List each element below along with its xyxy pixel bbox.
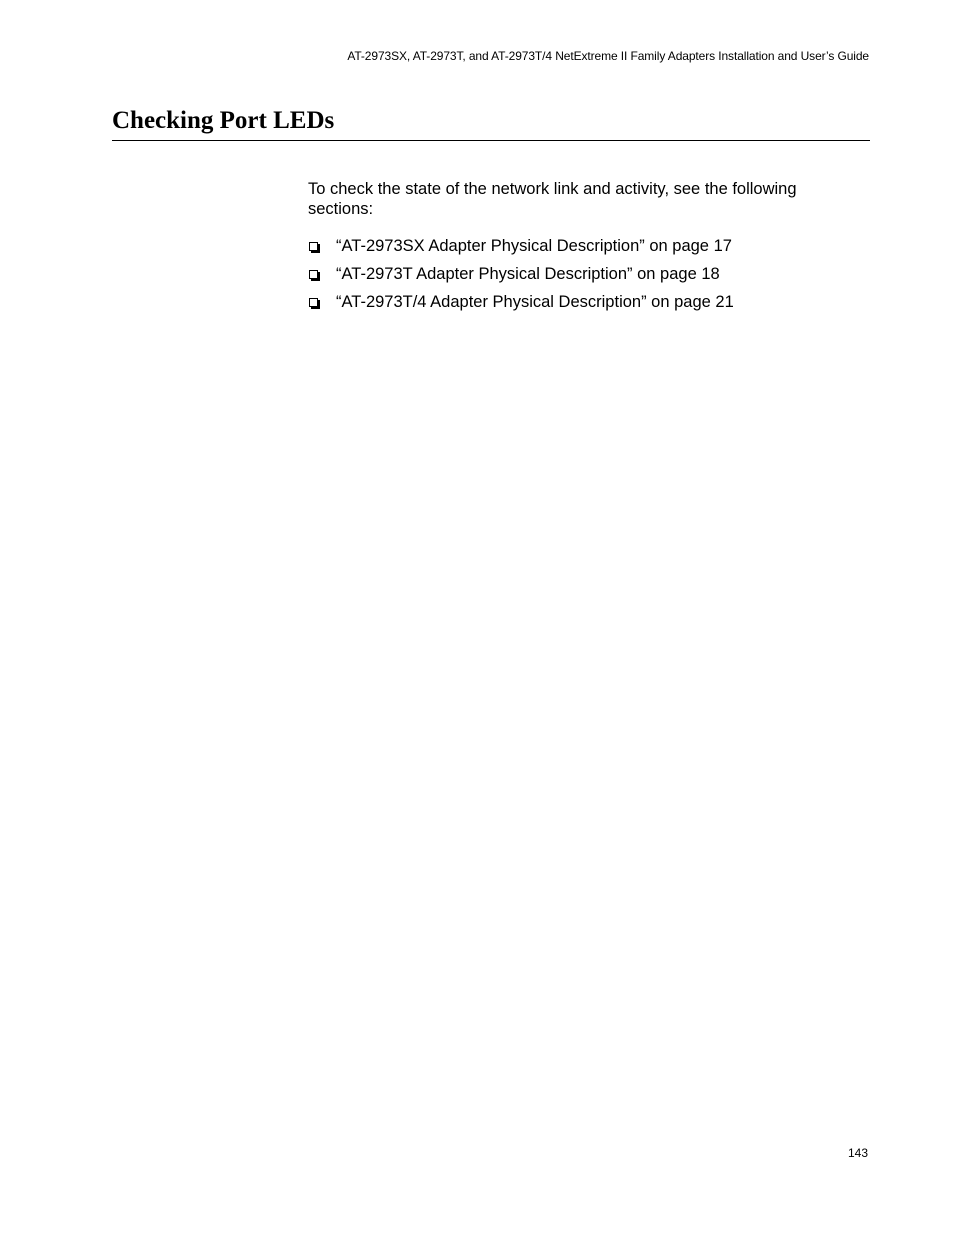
page-number: 143 <box>847 1146 868 1160</box>
intro-paragraph: To check the state of the network link and activity, see the following sections: <box>308 180 797 218</box>
square-bullet-icon <box>308 292 336 312</box>
running-header: AT-2973SX, AT-2973T, and AT-2973T/4 NetExtreme II Family Adapters Installation and User’s Guide <box>347 49 869 63</box>
reference-list <box>308 236 734 320</box>
list-item <box>308 292 734 320</box>
square-bullet-icon <box>308 236 336 256</box>
reference-link[interactable]: “AT-2973T Adapter Physical Description” on page 18 <box>336 265 720 283</box>
reference-link[interactable]: “AT-2973T/4 Adapter Physical Description” on page 21 <box>336 293 734 311</box>
square-bullet-icon <box>308 264 336 284</box>
reference-link[interactable]: “AT-2973SX Adapter Physical Description” on page 17 <box>336 237 732 255</box>
section-title: Checking Port LEDs <box>112 107 335 134</box>
title-rule <box>112 140 870 141</box>
list-item <box>308 236 734 264</box>
list-item <box>308 264 734 292</box>
